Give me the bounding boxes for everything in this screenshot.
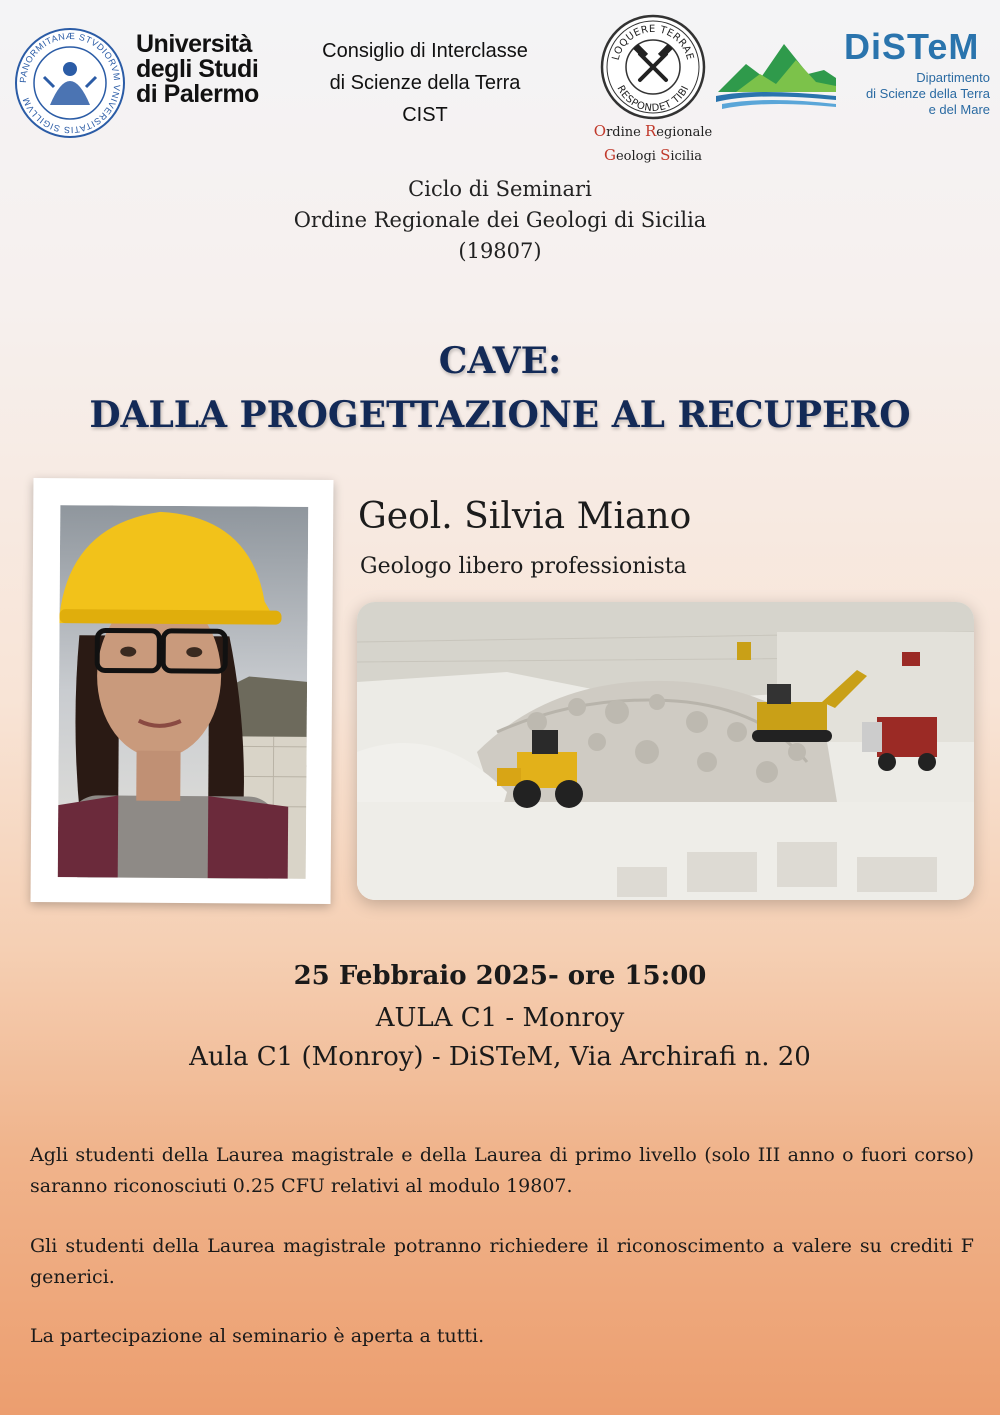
seminar-series — [150, 174, 850, 267]
unipa-wordmark — [136, 32, 259, 107]
cist-line-1: Consiglio di Interclasse — [322, 40, 528, 62]
speaker-name: Geol. Silvia Miano — [358, 496, 692, 537]
distem-line-3: e del Mare — [928, 102, 990, 117]
distem-line-1: Dipartimento — [916, 70, 990, 85]
seminar-title — [20, 334, 980, 442]
order-seal-logo — [600, 14, 706, 120]
order-line-2: Geologi Sicilia — [603, 146, 703, 164]
credits-paragraph: Agli studenti della Laurea magistrale e della Laurea di primo livello (solo III anno o fuori corso) saranno riconosciuti 0.25 CFU relativi al modulo 19807. — [30, 1144, 974, 1197]
unipa-seal-logo — [14, 27, 126, 139]
order-seal-top-text: LOQUERE TERRAE — [610, 23, 696, 62]
order-line-1: Ordine Regionale — [593, 122, 713, 140]
title-line-2: DALLA PROGETTAZIONE AL RECUPERO — [89, 394, 911, 436]
recognition-paragraph: Gli studenti della Laurea magistrale potranno richiedere il riconoscimento a valere su crediti F generici. — [30, 1235, 974, 1288]
speaker-role: Geologo libero professionista — [360, 554, 687, 579]
distem-subtitle — [790, 70, 990, 118]
cist-line-3: CIST — [402, 104, 448, 126]
distem-line-2: di Scienze della Terra — [865, 86, 990, 101]
unipa-seal-text: PANORMITANÆ STVDIORVM VNIVERSITATIS SIGILLVM — [17, 30, 123, 136]
order-seal-bottom-text: RESPONDET TIBI — [614, 83, 692, 115]
unipa-line-3: di Palermo — [136, 80, 259, 108]
unipa-line-1: Università — [136, 30, 252, 58]
quarry-photo — [357, 602, 974, 900]
event-address: Aula C1 (Monroy) - DiSTeM, Via Archirafi n. 20 — [189, 1042, 811, 1072]
title-line-1: CAVE: — [438, 340, 562, 382]
speaker-photo — [58, 505, 309, 879]
event-room: AULA C1 - Monroy — [375, 1003, 625, 1033]
cist-line-2: di Scienze della Terra — [329, 72, 521, 94]
order-name — [560, 120, 746, 168]
series-line-3: (19807) — [458, 239, 542, 263]
cist-heading — [285, 35, 565, 131]
distem-brand: DiSTeM — [844, 26, 980, 67]
event-date-time: 25 Febbraio 2025- ore 15:00 — [293, 961, 707, 991]
speaker-photo-frame — [31, 478, 334, 904]
series-line-1: Ciclo di Seminari — [408, 177, 592, 201]
open-to-all-paragraph: La partecipazione al seminario è aperta a tutti. — [30, 1325, 485, 1347]
series-line-2: Ordine Regionale dei Geologi di Sicilia — [293, 208, 707, 232]
unipa-line-2: degli Studi — [136, 55, 259, 83]
